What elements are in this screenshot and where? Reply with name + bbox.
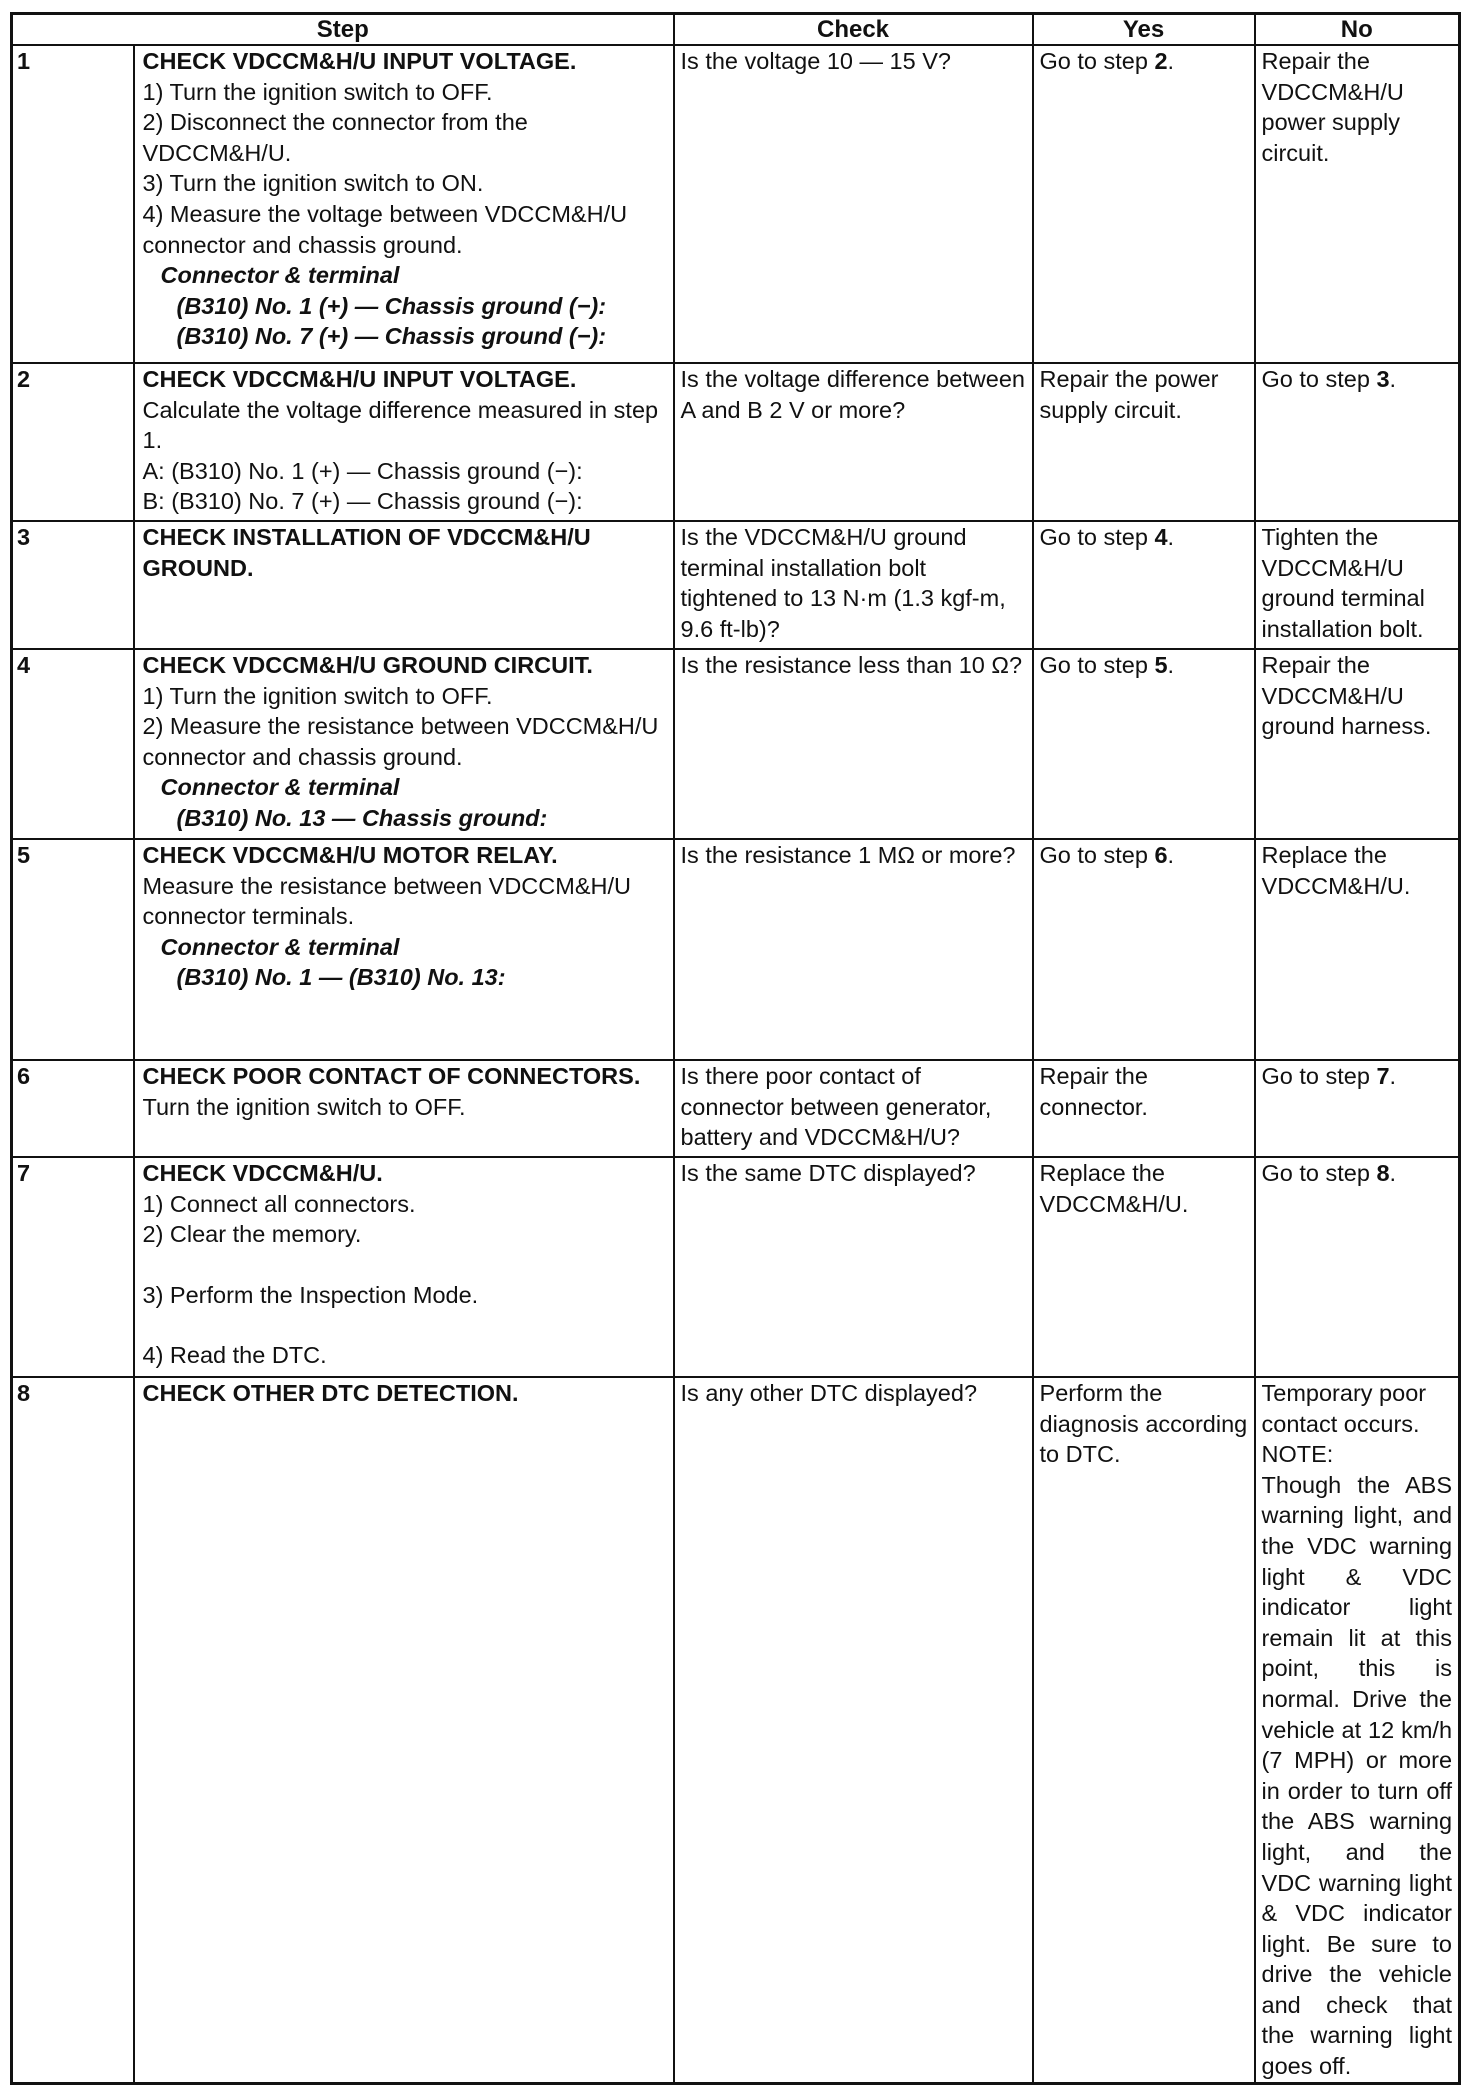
- diagnostic-procedure-table: [10, 12, 1461, 2085]
- yes-step-ref: 4: [1154, 524, 1168, 550]
- procedure-line: 1) Turn the ignition switch to OFF.: [142, 682, 493, 709]
- yes-step-ref: 5: [1154, 652, 1168, 678]
- step-title: CHECK POOR CONTACT OF CONNECTORS.: [142, 1063, 641, 1089]
- procedure-line: Measure the resistance between VDCCM&H/U connector terminals.: [142, 872, 631, 930]
- step-procedure: [134, 363, 674, 521]
- no-cell: [1255, 1060, 1460, 1157]
- procedure-line: 4) Read the DTC.: [142, 1342, 327, 1369]
- no-cell: Repair the VDCCM&H/U power supply circuit.: [1255, 45, 1460, 363]
- no-cell: [1255, 1377, 1460, 2083]
- connector-label: Connector & terminal: [160, 933, 400, 960]
- connector-terminal: (B310) No. 13 — Chassis ground:: [176, 804, 548, 831]
- table-row: [12, 1157, 1460, 1377]
- step-number: 6: [12, 1060, 134, 1157]
- check-cell: Is the same DTC displayed?: [674, 1157, 1033, 1377]
- step-number: 2: [12, 363, 134, 521]
- procedure-line: 3) Turn the ignition switch to ON.: [142, 170, 484, 197]
- yes-text: Go to step: [1039, 652, 1155, 678]
- step-procedure: [134, 1157, 674, 1377]
- procedure-line: 4) Measure the voltage between VDCCM&H/U connector and chassis ground.: [142, 200, 628, 258]
- procedure-line: 2) Clear the memory.: [142, 1221, 362, 1248]
- no-text: Go to step: [1261, 366, 1377, 392]
- table-row: [12, 649, 1460, 839]
- step-number: 7: [12, 1157, 134, 1377]
- yes-text: Go to step: [1039, 524, 1155, 550]
- yes-cell: [1033, 649, 1255, 839]
- yes-punct: .: [1167, 842, 1175, 868]
- step-title: CHECK VDCCM&H/U INPUT VOLTAGE.: [142, 366, 577, 392]
- yes-punct: .: [1167, 652, 1175, 678]
- yes-punct: .: [1167, 524, 1175, 550]
- header-no: No: [1255, 14, 1460, 46]
- yes-punct: .: [1167, 48, 1175, 74]
- table-header-row: [12, 14, 1460, 46]
- spacer: [143, 1250, 667, 1280]
- step-number: 1: [12, 45, 134, 363]
- no-cell: [1255, 363, 1460, 521]
- procedure-line: Calculate the voltage difference measured in step 1.: [142, 396, 659, 454]
- no-step-ref: 8: [1376, 1160, 1390, 1186]
- table-row: [12, 45, 1460, 363]
- header-check: Check: [674, 14, 1033, 46]
- check-cell: Is the voltage difference between A and B 2 V or more?: [674, 363, 1033, 521]
- no-text: Temporary poor contact occurs.: [1261, 1380, 1427, 1437]
- header-step: Step: [12, 14, 674, 46]
- procedure-line: 3) Perform the Inspection Mode.: [142, 1281, 479, 1308]
- step-title: CHECK VDCCM&H/U INPUT VOLTAGE.: [142, 48, 577, 74]
- procedure-line: 1) Connect all connectors.: [142, 1190, 416, 1217]
- no-cell: Tighten the VDCCM&H/U ground terminal installation bolt.: [1255, 521, 1460, 649]
- step-title: CHECK VDCCM&H/U.: [142, 1160, 383, 1186]
- yes-cell: [1033, 839, 1255, 1060]
- yes-text: Go to step: [1039, 48, 1155, 74]
- note-label: NOTE:: [1261, 1441, 1334, 1468]
- procedure-line: 2) Measure the resistance between VDCCM&H/U connector and chassis ground.: [142, 713, 659, 770]
- check-cell: Is the resistance less than 10 Ω?: [674, 649, 1033, 839]
- step-number: 5: [12, 839, 134, 1060]
- no-text: Go to step: [1261, 1063, 1377, 1089]
- yes-cell: Perform the diagnosis according to DTC.: [1033, 1377, 1255, 2083]
- check-cell: Is the voltage 10 — 15 V?: [674, 45, 1033, 363]
- note-text: Though the ABS warning light, and the VDC warning light & VDC indicator light remain lit at this point, this is normal. Drive the vehicle at 12 km/h (7 MPH) or more in order to turn off the ABS warning light, and the VDC warning light & VDC indicator light. Be sure to drive the vehicle and check that the warning light goes off.: [1261, 1471, 1453, 2080]
- connector-terminal: (B310) No. 1 (+) — Chassis ground (−):: [176, 292, 607, 319]
- no-cell: [1255, 1157, 1460, 1377]
- table-row: [12, 839, 1460, 1060]
- procedure-line: A: (B310) No. 1 (+) — Chassis ground (−):: [142, 457, 583, 484]
- step-title: CHECK INSTALLATION OF VDCCM&H/U GROUND.: [142, 524, 591, 581]
- procedure-line: Turn the ignition switch to OFF.: [142, 1093, 466, 1120]
- table-row: [12, 521, 1460, 649]
- check-cell: Is any other DTC displayed?: [674, 1377, 1033, 2083]
- connector-terminal: (B310) No. 1 — (B310) No. 13:: [176, 964, 506, 991]
- step-procedure: [134, 1060, 674, 1157]
- procedure-line: B: (B310) No. 7 (+) — Chassis ground (−):: [142, 488, 583, 515]
- table-row: [12, 363, 1460, 521]
- step-procedure: [134, 521, 674, 649]
- yes-step-ref: 6: [1154, 842, 1168, 868]
- yes-text: Go to step: [1039, 842, 1155, 868]
- table-row: [12, 1377, 1460, 2083]
- header-yes: Yes: [1033, 14, 1255, 46]
- connector-label: Connector & terminal: [160, 774, 400, 801]
- check-cell: Is the resistance 1 MΩ or more?: [674, 839, 1033, 1060]
- check-cell: Is the VDCCM&H/U ground terminal installation bolt tightened to 13 N·m (1.3 kgf-m, 9.6 ft-lb)?: [674, 521, 1033, 649]
- yes-cell: [1033, 45, 1255, 363]
- yes-step-ref: 2: [1154, 48, 1168, 74]
- no-cell: Replace the VDCCM&H/U.: [1255, 839, 1460, 1060]
- step-title: CHECK VDCCM&H/U GROUND CIRCUIT.: [142, 652, 593, 678]
- table-row: [12, 1060, 1460, 1157]
- no-step-ref: 7: [1376, 1063, 1390, 1089]
- yes-cell: Repair the power supply circuit.: [1033, 363, 1255, 521]
- no-punct: .: [1389, 1063, 1397, 1089]
- yes-cell: [1033, 521, 1255, 649]
- no-cell: Repair the VDCCM&H/U ground harness.: [1255, 649, 1460, 839]
- connector-label: Connector & terminal: [160, 262, 400, 289]
- step-procedure: [134, 1377, 674, 2083]
- step-title: CHECK OTHER DTC DETECTION.: [142, 1380, 519, 1406]
- no-punct: .: [1389, 366, 1397, 392]
- diagnostic-procedure-table-container: [10, 12, 1458, 2085]
- step-number: 8: [12, 1377, 134, 2083]
- step-procedure: [134, 839, 674, 1060]
- procedure-line: 2) Disconnect the connector from the VDCCM&H/U.: [142, 109, 528, 166]
- yes-cell: Repair the connector.: [1033, 1060, 1255, 1157]
- step-number: 4: [12, 649, 134, 839]
- no-punct: .: [1389, 1160, 1397, 1186]
- spacer: [143, 1310, 667, 1340]
- step-procedure: [134, 45, 674, 363]
- step-number: 3: [12, 521, 134, 649]
- no-step-ref: 3: [1376, 366, 1390, 392]
- yes-cell: Replace the VDCCM&H/U.: [1033, 1157, 1255, 1377]
- step-title: CHECK VDCCM&H/U MOTOR RELAY.: [142, 842, 558, 868]
- procedure-line: 1) Turn the ignition switch to OFF.: [142, 78, 493, 105]
- connector-terminal: (B310) No. 7 (+) — Chassis ground (−):: [176, 323, 607, 350]
- step-procedure: [134, 649, 674, 839]
- check-cell: Is there poor contact of connector between generator, battery and VDCCM&H/U?: [674, 1060, 1033, 1157]
- no-text: Go to step: [1261, 1160, 1377, 1186]
